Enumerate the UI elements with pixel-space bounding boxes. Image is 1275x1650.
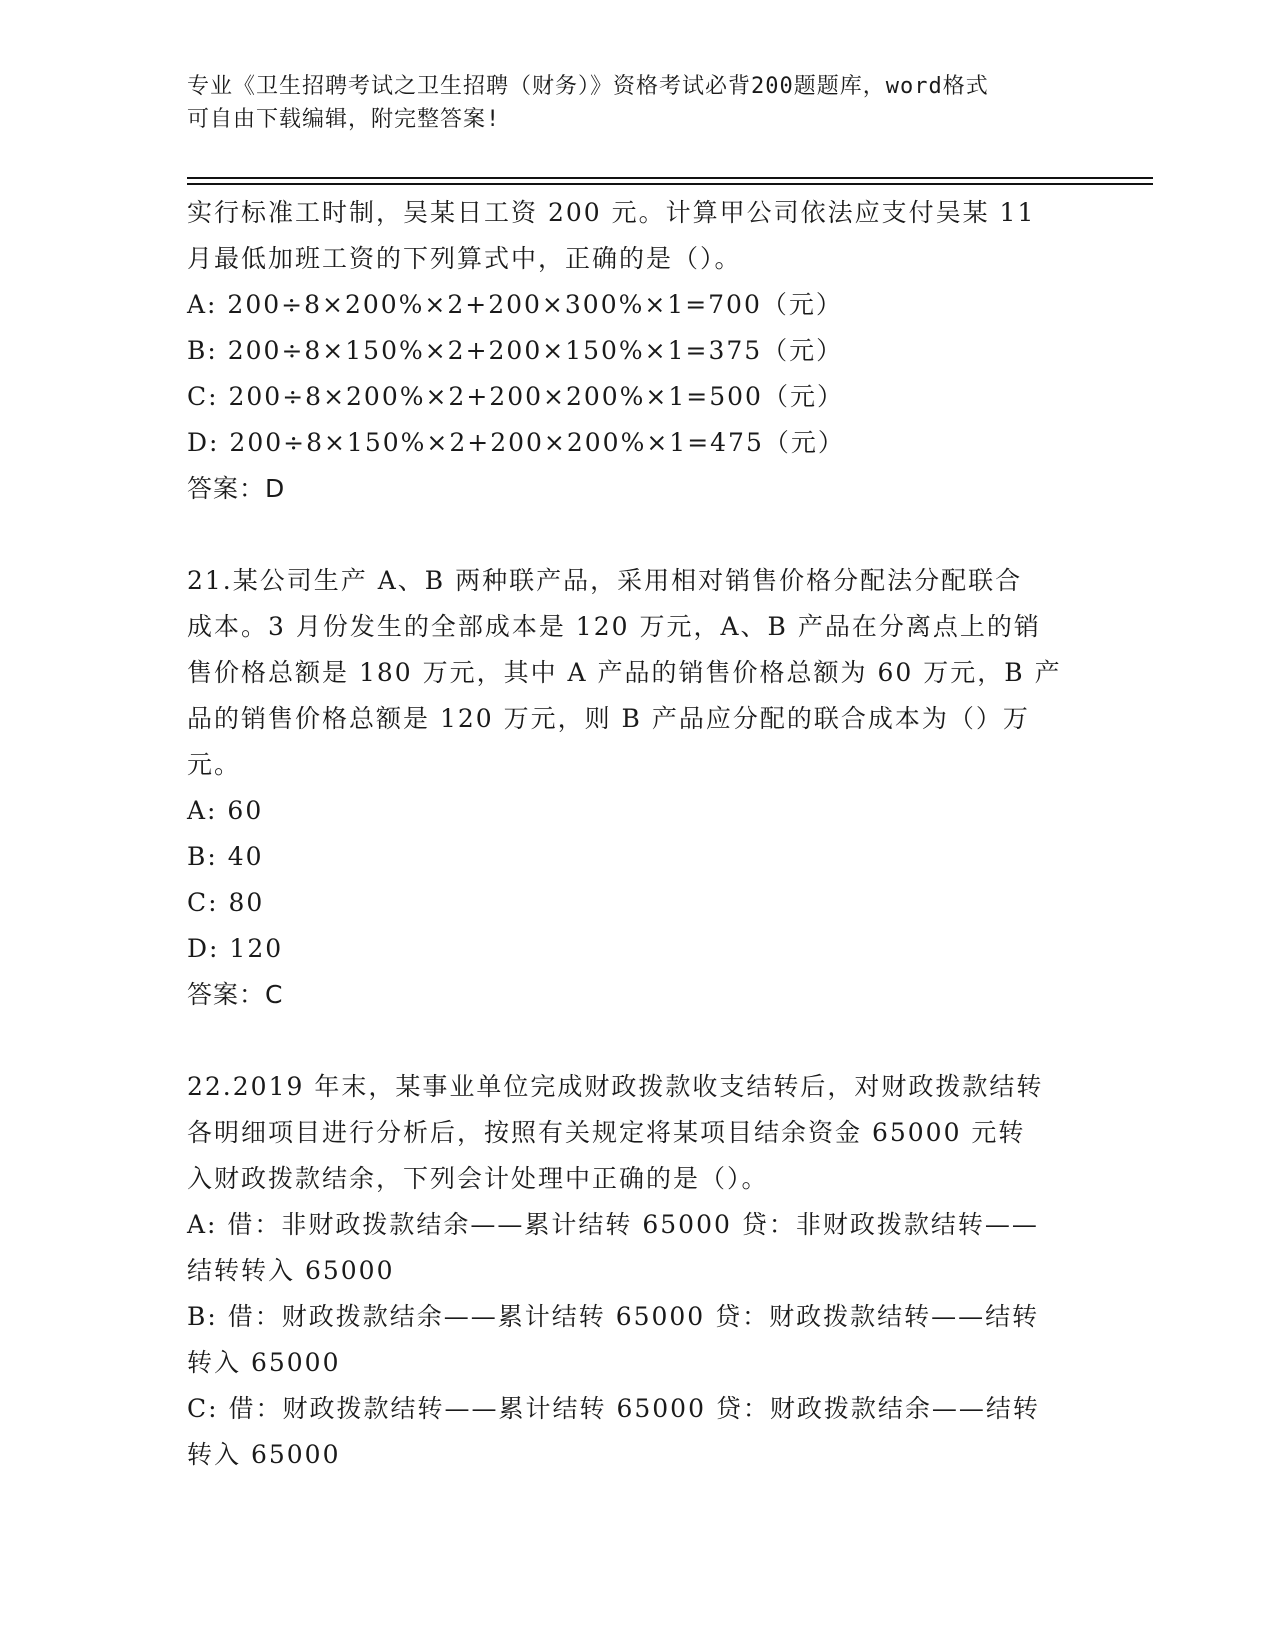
question-stem-line: 21.某公司生产 A、B 两种联产品，采用相对销售价格分配法分配联合 [187,566,1023,595]
option-c: C: 80 [187,888,265,917]
question-22 [187,1064,1087,1478]
header-divider-top [187,177,1153,179]
option-d: D: 200÷8×150%×2+200×200%×1=475（元） [187,428,845,457]
answer-label: 答案：C [187,980,284,1009]
question-stem-line: 成本。3 月份发生的全部成本是 120 万元，A、B 产品在分离点上的销 [187,612,1041,641]
option-a: A: 借：非财政拨款结余——累计结转 65000 贷：非财政拨款结转—— [187,1210,1039,1239]
option-a: A: 60 [187,796,264,825]
option-c-continued: 转入 65000 [187,1440,341,1469]
question-stem-line: 售价格总额是 180 万元，其中 A 产品的销售价格总额为 60 万元，B 产 [187,658,1062,687]
question-stem-line: 各明细项目进行分析后，按照有关规定将某项目结余资金 65000 元转 [187,1118,1026,1147]
option-c: C: 借：财政拨款结转——累计结转 65000 贷：财政拨款结余——结转 [187,1394,1040,1423]
spacer [187,1018,1087,1064]
option-c: C: 200÷8×200%×2+200×200%×1=500（元） [187,382,844,411]
option-a: A: 200÷8×200%×2+200×300%×1=700（元） [187,290,843,319]
option-b: B: 200÷8×150%×2+200×150%×1=375（元） [187,336,844,365]
question-stem-line: 品的销售价格总额是 120 万元，则 B 产品应分配的联合成本为（）万 [187,704,1030,733]
header-divider-bottom [187,183,1153,185]
document-body [187,190,1087,1478]
option-b: B: 40 [187,842,264,871]
document-header [187,70,1087,136]
header-line-2: 可自由下载编辑，附完整答案! [187,107,501,132]
header-line-1: 专业《卫生招聘考试之卫生招聘（财务）》资格考试必背200题题库，word格式 [187,74,989,99]
question-stem-line: 月最低加班工资的下列算式中，正确的是（）。 [187,244,742,273]
question-stem-line: 入财政拨款结余，下列会计处理中正确的是（）。 [187,1164,769,1193]
option-b-continued: 转入 65000 [187,1348,341,1377]
question-stem-line: 22.2019 年末，某事业单位完成财政拨款收支结转后，对财政拨款结转 [187,1072,1044,1101]
question-20 [187,190,1087,512]
question-21 [187,558,1087,1018]
option-a-continued: 结转转入 65000 [187,1256,395,1285]
question-stem-line: 元。 [187,750,242,779]
answer-label: 答案：D [187,474,286,503]
option-b: B: 借：财政拨款结余——累计结转 65000 贷：财政拨款结转——结转 [187,1302,1040,1331]
question-stem-line: 实行标准工时制，吴某日工资 200 元。计算甲公司依法应支付吴某 11 [187,198,1036,227]
spacer [187,512,1087,558]
option-d: D: 120 [187,934,284,963]
